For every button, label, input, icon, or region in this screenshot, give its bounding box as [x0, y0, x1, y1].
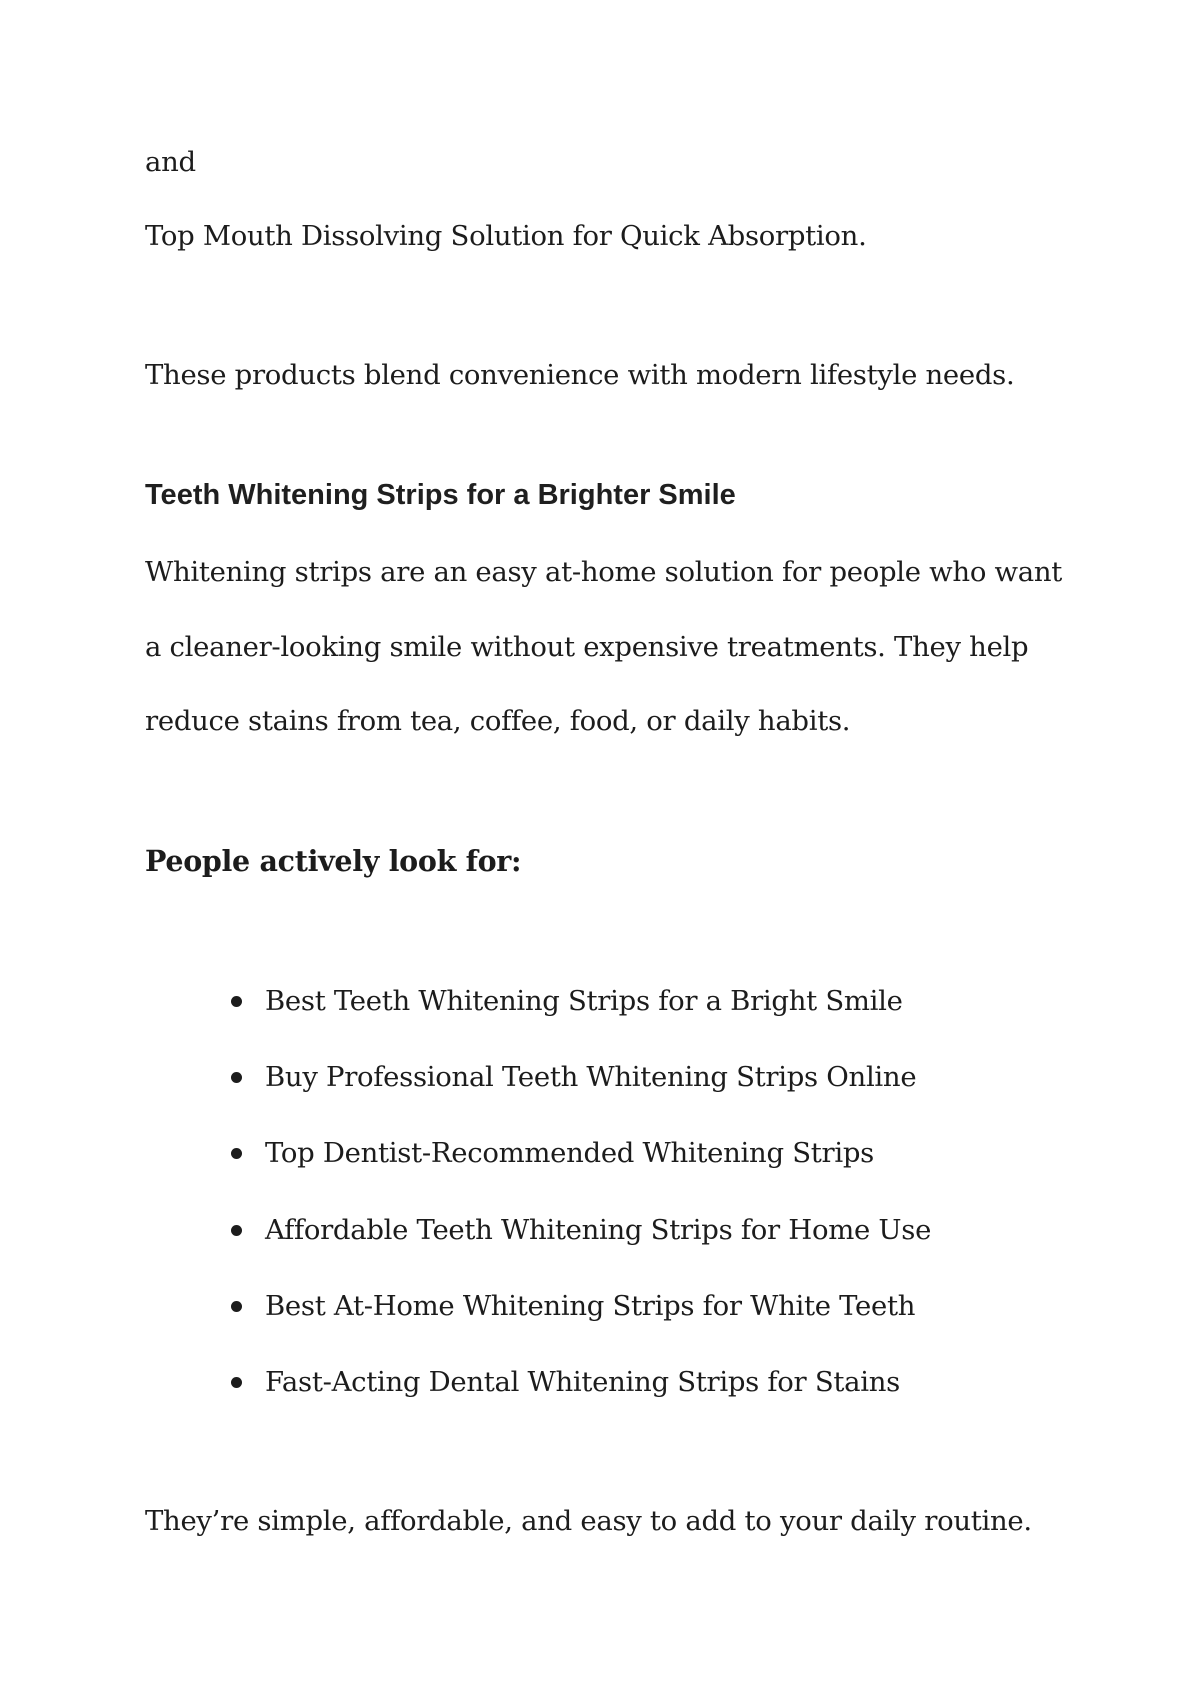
bullet-icon: [231, 1225, 242, 1236]
closing-text: They’re simple, affordable, and easy to add to your daily routine.: [145, 1505, 1032, 1537]
text-mouth-dissolving: Top Mouth Dissolving Solution for Quick Absorption.: [145, 220, 867, 252]
list-item-text: Affordable Teeth Whitening Strips for Home Use: [265, 1214, 932, 1246]
bullet-icon: [231, 1148, 242, 1159]
list-item-text: Buy Professional Teeth Whitening Strips Online: [265, 1061, 917, 1093]
section-heading: Teeth Whitening Strips for a Brighter Smile: [145, 479, 736, 511]
bullet-icon: [231, 1377, 242, 1388]
paragraph-line-1: Whitening strips are an easy at-home solution for people who want: [145, 556, 1063, 588]
list-item-text: Best At-Home Whitening Strips for White Teeth: [265, 1290, 916, 1322]
list-item-text: Fast-Acting Dental Whitening Strips for Stains: [265, 1366, 900, 1398]
paragraph-line-3: reduce stains from tea, coffee, food, or daily habits.: [145, 705, 851, 737]
list-item-text: Top Dentist-Recommended Whitening Strips: [265, 1137, 874, 1169]
paragraph-line-2: a cleaner-looking smile without expensive treatments. They help: [145, 631, 1029, 663]
list-item-text: Best Teeth Whitening Strips for a Bright Smile: [265, 985, 903, 1017]
bullet-icon: [231, 1301, 242, 1312]
bullet-icon: [231, 996, 242, 1007]
subheading-people-look-for: People actively look for:: [145, 844, 522, 878]
text-and: and: [145, 146, 196, 178]
text-products-blend: These products blend convenience with modern lifestyle needs.: [145, 359, 1015, 391]
bullet-icon: [231, 1072, 242, 1083]
